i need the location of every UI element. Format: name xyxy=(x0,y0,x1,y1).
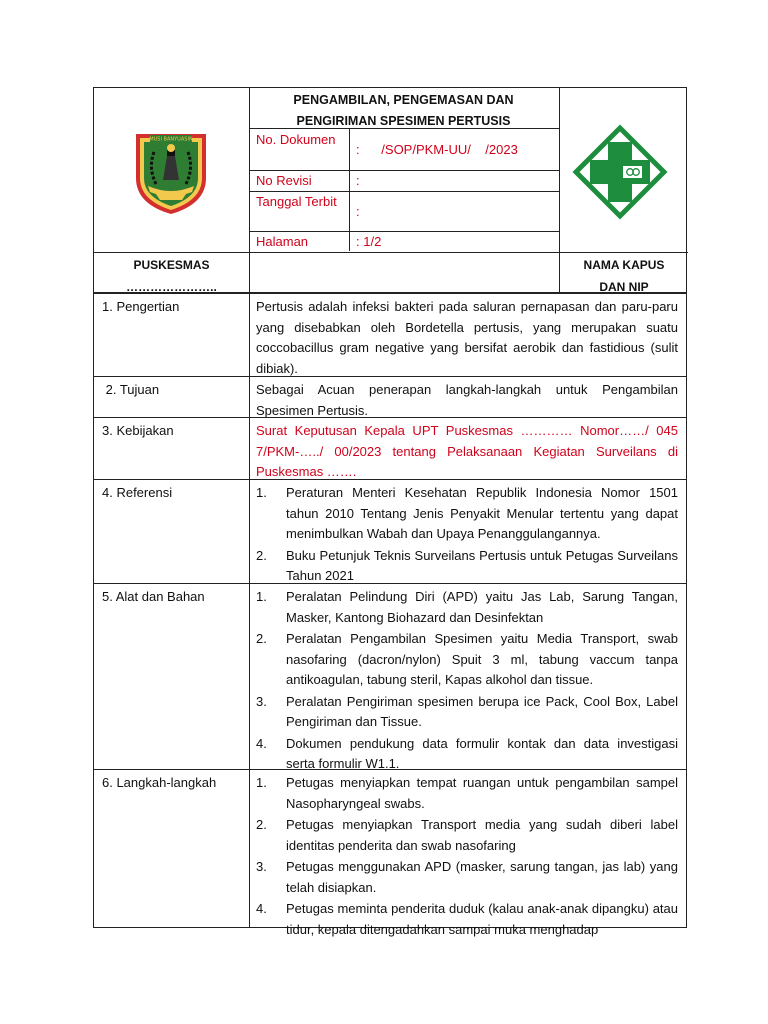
list-number: 3. xyxy=(256,859,267,874)
list-text: Peralatan Pelindung Diri (APD) yaitu Jas Lab, Sarung Tangan, Masker, Kantong Biohazard dan Desinfektan xyxy=(286,589,678,625)
row-kebijakan xyxy=(94,417,686,480)
puskesmas-label: PUSKESMAS xyxy=(133,258,210,272)
list-number: 2. xyxy=(256,631,267,646)
no-dokumen-value: : /SOP/PKM-UU/ /2023 xyxy=(356,142,518,157)
list-item xyxy=(256,629,678,691)
row-alat-bahan xyxy=(94,583,686,770)
row-text xyxy=(256,483,678,588)
row-referensi xyxy=(94,479,686,584)
title-line: PENGIRIMAN SPESIMEN PERTUSIS xyxy=(296,114,511,128)
row-label: 4. Referensi xyxy=(102,485,173,500)
sop-content-table xyxy=(93,293,687,937)
referensi-list xyxy=(256,483,678,587)
list-text: Buku Petunjuk Teknis Surveilans Pertusis untuk Petugas Surveilans Tahun 2021 xyxy=(286,547,678,583)
alat-bahan-list xyxy=(256,587,678,775)
list-item xyxy=(256,483,678,545)
row-text: Surat Keputusan Kepala UPT Puskesmas ………… Nomor……/ 045 7/PKM-…../ 00/2023 tentang Pelaksanaan Kegiatan Surveilans di Puskesmas ……. xyxy=(256,423,678,479)
row-text xyxy=(256,773,678,941)
divider xyxy=(349,128,350,251)
list-item xyxy=(256,899,678,940)
list-text: Petugas menggunakan APD (masker, sarung tangan, jas lab) yang telah disiapkan. xyxy=(286,859,678,895)
list-number: 4. xyxy=(256,901,267,916)
list-text: Peralatan Pengiriman spesimen berupa ice Pack, Cool Box, Label Pengiriman dan Tissue. xyxy=(286,693,678,729)
list-number: 4. xyxy=(256,735,267,751)
halaman-value: : 1/2 xyxy=(356,234,382,249)
list-text: Dokumen pendukung data formulir kontak dan data investigasi serta formulir W1.1. xyxy=(286,735,678,771)
list-item xyxy=(256,815,678,856)
list-number: 1. xyxy=(256,775,267,790)
row-label: 6. Langkah-langkah xyxy=(102,775,217,790)
list-text: Peraturan Menteri Kesehatan Republik Indonesia Nomor 1501 tahun 2010 Tentang Jenis Penyakit Menular tertentu yang dapat menimbulkan Wabah dan Upaya Penanggulangannya. xyxy=(286,485,678,541)
list-number: 1. xyxy=(256,589,267,604)
list-text: Petugas menyiapkan tempat ruangan untuk pengambilan sampel Nasopharyngeal swabs. xyxy=(286,775,678,811)
row-langkah xyxy=(94,769,686,940)
kapus-nip-label: DAN NIP xyxy=(599,280,649,294)
no-revisi-value: : xyxy=(356,173,360,188)
list-text: Petugas menyiapkan Transport media yang sudah diberi label identitas penderita dan swab nasofaring xyxy=(286,817,678,853)
row-pengertian xyxy=(94,293,686,377)
svg-text:MUSI BANYUASIN: MUSI BANYUASIN xyxy=(149,136,193,143)
regency-emblem-logo xyxy=(130,126,212,216)
list-text: Peralatan Pengambilan Spesimen yaitu Media Transport, swab nasofaring (dacron/nylon) Spuit 3 ml, tabung vaccum tanpa antikoagulan, tabung steril, Kapas alkohol dan tissue. xyxy=(286,631,678,687)
list-number: 2. xyxy=(256,817,267,832)
tanggal-terbit-value: : xyxy=(356,204,360,219)
langkah-list xyxy=(256,773,678,940)
list-number: 2. xyxy=(256,547,267,563)
row-label: 5. Alat dan Bahan xyxy=(102,589,205,604)
list-number: 3. xyxy=(256,693,267,709)
list-number: 1. xyxy=(256,485,267,500)
row-text: Sebagai Acuan penerapan langkah-langkah untuk Pengambilan Spesimen Pertusis. xyxy=(256,382,678,418)
row-tujuan xyxy=(94,376,686,418)
row-text xyxy=(256,587,678,776)
tanggal-terbit-label: Tanggal Terbit xyxy=(256,194,337,209)
halaman-label: Halaman xyxy=(256,234,309,249)
puskesmas-logo xyxy=(572,124,668,220)
title-line: PENGAMBILAN, PENGEMASAN DAN xyxy=(293,93,514,107)
row-label: 1. Pengertian xyxy=(102,299,180,314)
row-label: 3. Kebijakan xyxy=(102,423,174,438)
list-item xyxy=(256,546,678,587)
document-title xyxy=(249,90,558,132)
divider xyxy=(94,252,688,253)
kapus-name xyxy=(560,254,688,298)
list-text: Petugas meminta penderita duduk (kalau anak-anak dipangku) atau tidur, kepala ditengadahkan sampai muka menghadap xyxy=(286,901,678,937)
row-text: Pertusis adalah infeksi bakteri pada saluran pernapasan dan paru-paru yang disebabkan oleh Bordetella pertusis, yang merupakan suatu coccobacillus gram negative yang bersifat aerobik dan fastidious (sulit dibiak). xyxy=(256,299,678,376)
list-item xyxy=(256,692,678,733)
list-item xyxy=(256,587,678,628)
list-item xyxy=(256,857,678,898)
no-dokumen-label: No. Dokumen xyxy=(256,132,336,147)
document-header xyxy=(93,87,687,293)
puskesmas-placeholder: ………………….. xyxy=(126,280,217,294)
no-revisi-label: No Revisi xyxy=(256,173,312,188)
puskesmas-name xyxy=(94,254,249,298)
row-label: 2. Tujuan xyxy=(102,382,160,397)
list-item xyxy=(256,773,678,814)
kapus-label: NAMA KAPUS xyxy=(583,258,665,272)
